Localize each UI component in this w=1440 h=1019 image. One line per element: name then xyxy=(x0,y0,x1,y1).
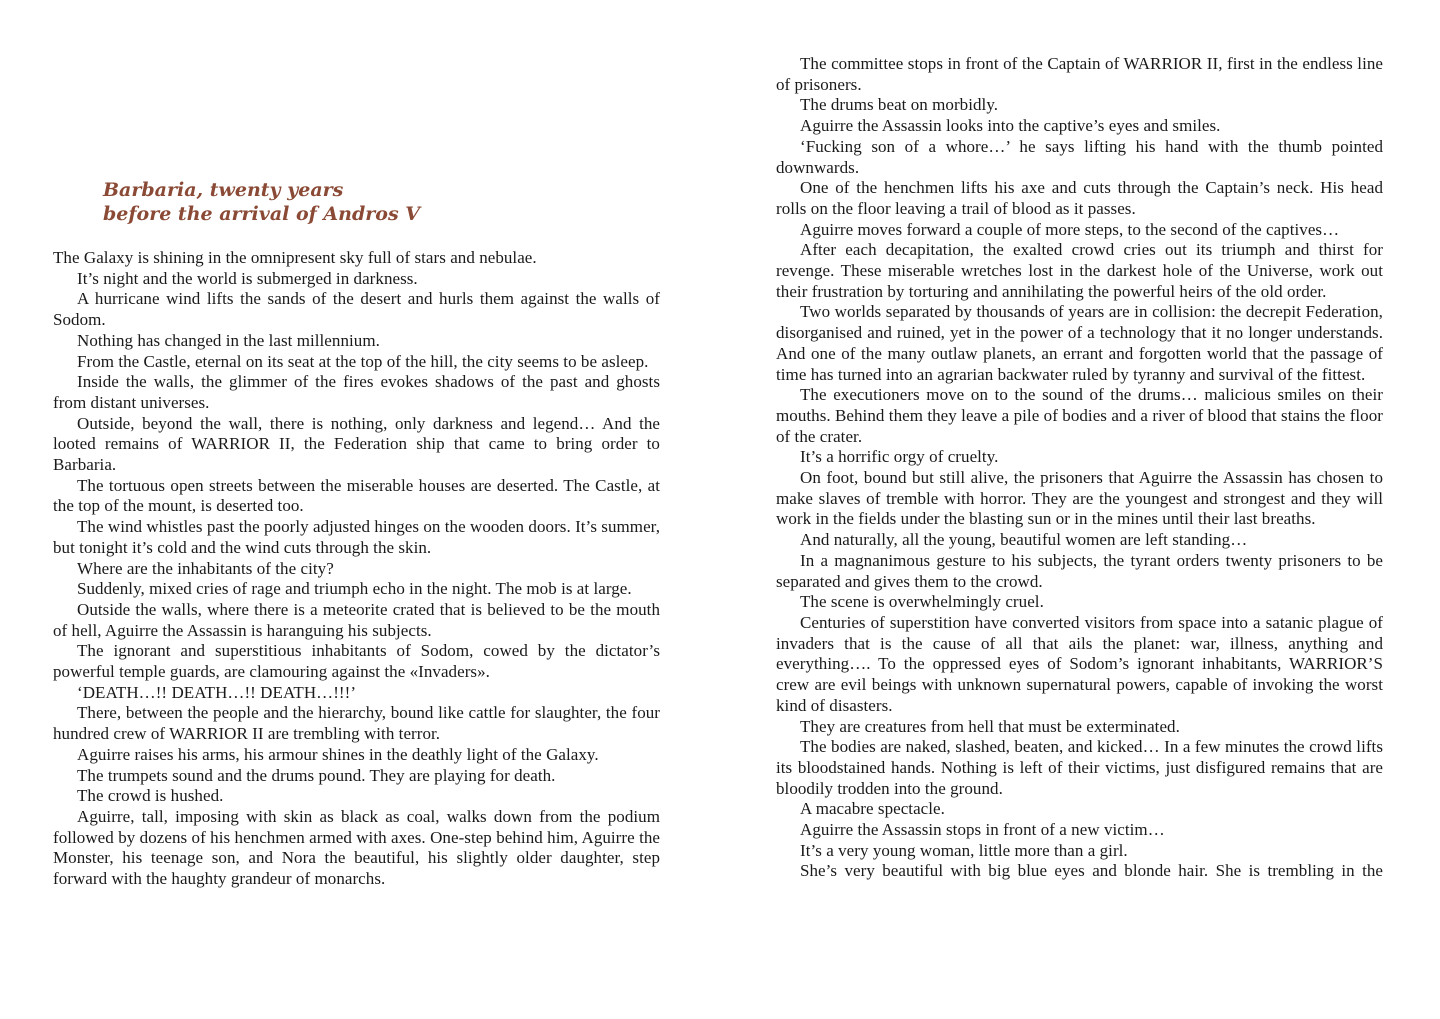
paragraph: The ignorant and superstitious inhabitants of Sodom, cowed by the dictator’s powerful temple guards, are clamouring against the «Invaders». xyxy=(53,641,660,682)
paragraph: Inside the walls, the glimmer of the fires evokes shadows of the past and ghosts from distant universes. xyxy=(53,372,660,412)
paragraph: In a magnanimous gesture to his subjects, the tyrant orders twenty prisoners to be separated and gives them to the crowd. xyxy=(776,550,1383,591)
paragraph: Two worlds separated by thousands of years are in collision: the decrepit Federation, disorganised and ruined, yet in the power of a technology that it no longer understands. And one of the many outlaw planets, an errant and forgotten world that the passage of time has turned into an agrarian backwater ruled by tyranny and survival of the fittest. xyxy=(776,302,1383,384)
paragraph: The bodies are naked, slashed, beaten, and kicked… In a few minutes the crowd lifts its bloodstained hands. Nothing is left of their victims, just disfigured remains that are bloodily trodden into the ground. xyxy=(776,737,1383,798)
paragraph: Aguirre moves forward a couple of more steps, to the second of the captives… xyxy=(800,219,1340,239)
paragraph: And naturally, all the young, beautiful women are left standing… xyxy=(800,530,1248,550)
right-page-body xyxy=(776,54,1383,882)
paragraph: After each decapitation, the exalted crowd cries out its triumph and thirst for revenge. These miserable wretches lost in the darkest hole of the Universe, work out their frustration by torturing and annihilating the powerful heirs of the old order. xyxy=(776,240,1383,301)
chapter-heading xyxy=(103,178,420,226)
paragraph: The crowd is hushed. xyxy=(77,786,224,806)
paragraph: Suddenly, mixed cries of rage and triumph echo in the night. The mob is at large. xyxy=(77,579,632,599)
paragraph: Outside the walls, where there is a meteorite crated that is believed to be the mouth of hell, Aguirre the Assassin is haranguing his subjects. xyxy=(53,599,660,640)
paragraph: ‘DEATH…!! DEATH…!! DEATH…!!!’ xyxy=(77,682,357,702)
paragraph: The executioners move on to the sound of the drums… malicious smiles on their mouths. Behind them they leave a pile of bodies and a river of blood that stains the floor of the crater. xyxy=(776,385,1383,446)
paragraph: The wind whistles past the poorly adjusted hinges on the wooden doors. It’s summer, but tonight it’s cold and the wind cuts through the skin. xyxy=(53,517,660,557)
right-page xyxy=(720,0,1440,1019)
paragraph: It’s a horrific orgy of cruelty. xyxy=(800,447,999,467)
paragraph: The committee stops in front of the Captain of WARRIOR II, first in the endless line of prisoners. xyxy=(776,54,1383,94)
paragraph: The tortuous open streets between the miserable houses are deserted. The Castle, at the top of the mount, is deserted too. xyxy=(53,475,660,516)
paragraph: From the Castle, eternal on its seat at the top of the hill, the city seems to be asleep. xyxy=(77,351,649,371)
paragraph: The Galaxy is shining in the omnipresent sky full of stars and nebulae. xyxy=(53,248,537,267)
paragraph: Centuries of superstition have converted visitors from space into a satanic plague of invaders that is the cause of all that ails the planet: war, illness, anything and everything…. To the oppressed eyes of Sodom’s ignorant inhabitants, WARRIOR’S crew are evil beings with unknown supernatural powers, capable of invoking the worst kind of disasters. xyxy=(776,612,1383,715)
paragraph: One of the henchmen lifts his axe and cuts through the Captain’s neck. His head rolls on the floor leaving a trail of blood as it passes. xyxy=(776,178,1383,218)
paragraph: They are creatures from hell that must be exterminated. xyxy=(800,716,1180,736)
chapter-heading-line-2: before the arrival of Andros V xyxy=(103,203,420,225)
paragraph: There, between the people and the hierarchy, bound like cattle for slaughter, the four hundred crew of WARRIOR II are trembling with terror. xyxy=(53,703,660,744)
paragraph: Outside, beyond the wall, there is nothing, only darkness and legend… And the looted remains of WARRIOR II, the Federation ship that came to bring order to Barbaria. xyxy=(53,413,660,475)
paragraph: Nothing has changed in the last millennium. xyxy=(77,330,380,350)
paragraph: Where are the inhabitants of the city? xyxy=(77,558,334,578)
paragraph: The scene is overwhelmingly cruel. xyxy=(800,592,1044,612)
paragraph: A macabre spectacle. xyxy=(800,799,945,819)
paragraph: It’s night and the world is submerged in darkness. xyxy=(77,268,418,288)
paragraph: Aguirre the Assassin looks into the captive’s eyes and smiles. xyxy=(800,116,1221,136)
paragraph: On foot, bound but still alive, the prisoners that Aguirre the Assassin has chosen to make slaves of tremble with horror. They are the youngest and strongest and they will work in the fields under the blasting sun or in the mines until their last breaths. xyxy=(776,468,1383,529)
left-page-body xyxy=(53,248,660,890)
paragraph: Aguirre the Assassin stops in front of a new victim… xyxy=(800,820,1165,840)
paragraph: A hurricane wind lifts the sands of the desert and hurls them against the walls of Sodom. xyxy=(53,289,660,330)
paragraph: Aguirre raises his arms, his armour shines in the deathly light of the Galaxy. xyxy=(77,744,599,764)
chapter-heading-line-1: Barbaria, twenty years xyxy=(103,179,344,201)
paragraph: The trumpets sound and the drums pound. They are playing for death. xyxy=(77,765,556,785)
paragraph: It’s a very young woman, little more than a girl. xyxy=(800,840,1128,860)
paragraph: ‘Fucking son of a whore…’ he says lifting his hand with the thumb pointed downwards. xyxy=(776,136,1383,177)
paragraph: The drums beat on morbidly. xyxy=(800,95,999,115)
paragraph: She’s very beautiful with big blue eyes and blonde hair. She is trembling in the xyxy=(800,861,1383,881)
paragraph: Aguirre, tall, imposing with skin as black as coal, walks down from the podium followed by dozens of his henchmen armed with axes. One-step behind him, Aguirre the Monster, his teenage son, and Nora the beautiful, his slightly older daughter, step forward with the haughty grandeur of monarchs. xyxy=(53,806,660,889)
